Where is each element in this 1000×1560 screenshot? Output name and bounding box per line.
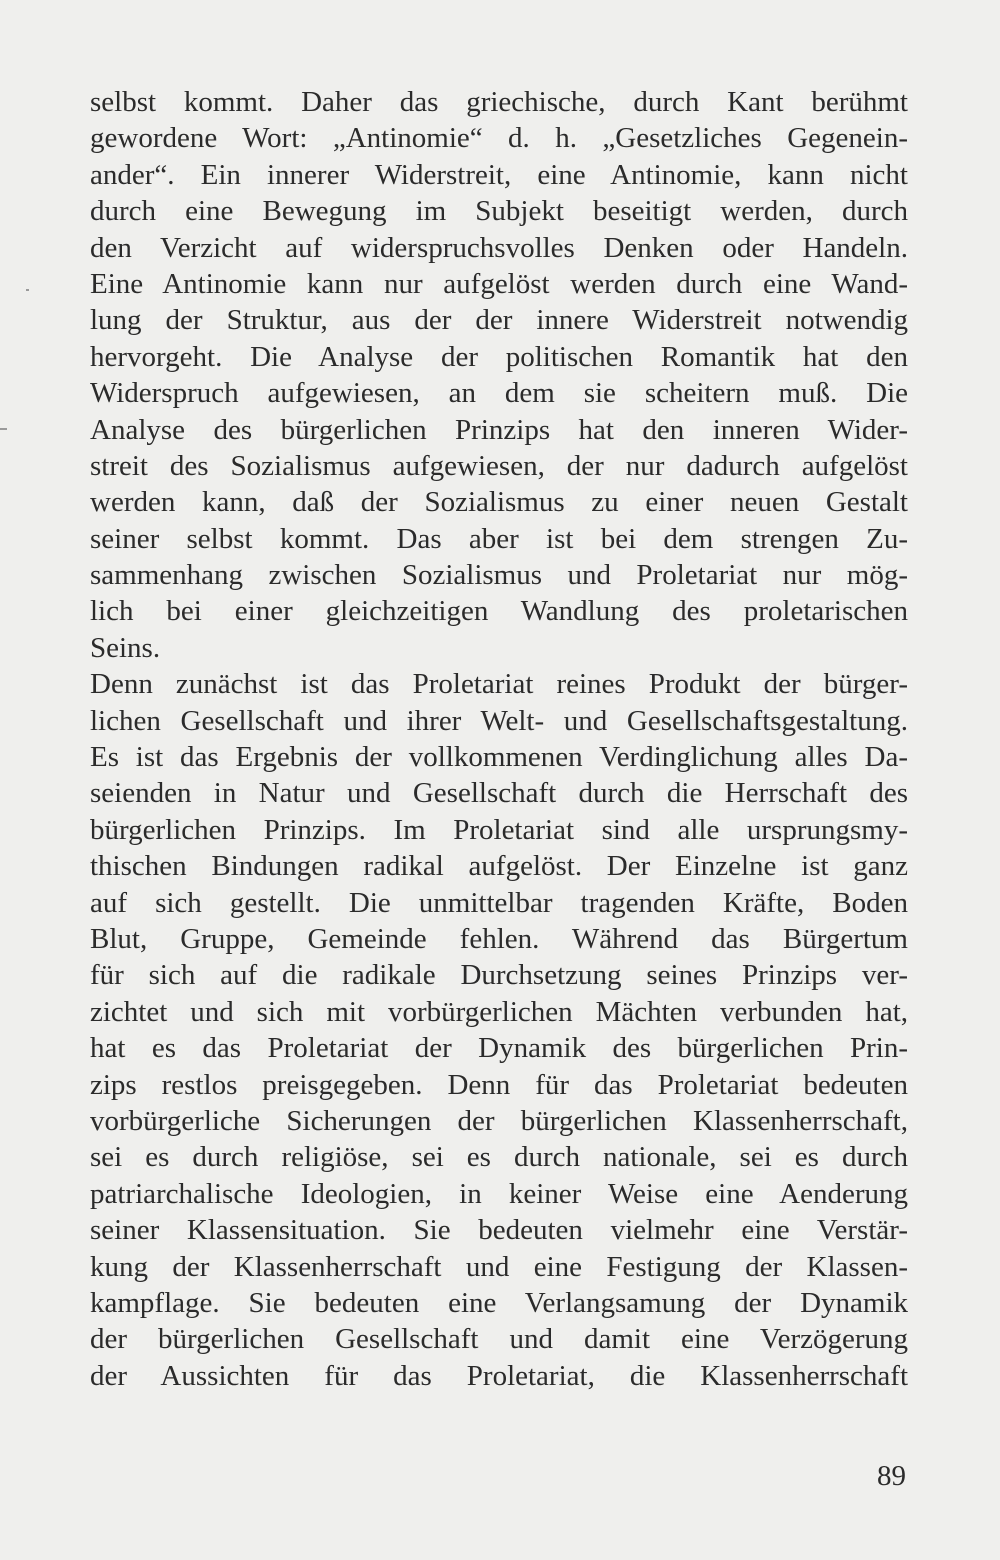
text-line: lichen Gesellschaft und ihrer Welt- und Gesellschaftsgestaltung. [90, 704, 908, 737]
text-line: zichtet und sich mit vorbürgerlichen Mächten verbunden hat, [90, 995, 908, 1028]
text-line: kampflage. Sie bedeuten eine Verlangsamung der Dynamik [90, 1286, 908, 1319]
text-line: Denn zunächst ist das Proletariat reines Produkt der bürger- [90, 668, 908, 701]
text-line: Analyse des bürgerlichen Prinzips hat den inneren Wider- [90, 413, 908, 446]
text-line: kung der Klassenherrschaft und eine Festigung der Klassen- [90, 1250, 908, 1283]
text-line: lich bei einer gleichzeitigen Wandlung des proletarischen [90, 595, 908, 628]
text-line: der bürgerlichen Gesellschaft und damit eine Verzögerung [90, 1323, 908, 1356]
text-line: seiner Klassensituation. Sie bedeuten vielmehr eine Verstär- [90, 1214, 908, 1247]
text-line: sei es durch religiöse, sei es durch nationale, sei es durch [90, 1141, 908, 1174]
text-line: gewordene Wort: „Antinomie“ d. h. „Gesetzliches Gegenein- [90, 122, 908, 155]
text-line: durch eine Bewegung im Subjekt beseitigt werden, durch [90, 195, 908, 228]
text-line: sammenhang zwischen Sozialismus und Proletariat nur mög- [90, 559, 908, 592]
text-line: der Aussichten für das Proletariat, die Klassenherrschaft [90, 1359, 908, 1392]
margin-mark [0, 428, 7, 430]
text-line: ander“. Ein innerer Widerstreit, eine Antinomie, kann nicht [90, 158, 908, 191]
margin-mark [26, 289, 29, 291]
text-line: Blut, Gruppe, Gemeinde fehlen. Während das Bürgertum [90, 922, 908, 955]
text-line: seienden in Natur und Gesellschaft durch die Herrschaft des [90, 777, 908, 810]
text-line: lung der Struktur, aus der der innere Widerstreit notwendig [90, 304, 908, 337]
text-line: Widerspruch aufgewiesen, an dem sie scheitern muß. Die [90, 377, 908, 410]
text-line: zips restlos preisgegeben. Denn für das Proletariat bedeuten [90, 1068, 908, 1101]
text-line: bürgerlichen Prinzips. Im Proletariat sind alle ursprungsmy- [90, 813, 908, 846]
text-line: patriarchalische Ideologien, in keiner Weise eine Aenderung [90, 1177, 908, 1210]
text-line: den Verzicht auf widerspruchsvolles Denken oder Handeln. [90, 231, 908, 264]
body-text [90, 84, 908, 1394]
text-line: hat es das Proletariat der Dynamik des bürgerlichen Prin- [90, 1032, 908, 1065]
page-number: 89 [877, 1460, 906, 1492]
text-line: Es ist das Ergebnis der vollkommenen Verdinglichung alles Da- [90, 741, 908, 774]
text-line: streit des Sozialismus aufgewiesen, der nur dadurch aufgelöst [90, 449, 908, 482]
text-line: vorbürgerliche Sicherungen der bürgerlichen Klassenherrschaft, [90, 1104, 908, 1137]
text-line: Seins. [90, 631, 161, 664]
text-line: hervorgeht. Die Analyse der politischen Romantik hat den [90, 340, 908, 373]
text-line: auf sich gestellt. Die unmittelbar tragenden Kräfte, Boden [90, 886, 908, 919]
text-line: Eine Antinomie kann nur aufgelöst werden durch eine Wand- [90, 267, 908, 300]
text-line: seiner selbst kommt. Das aber ist bei dem strengen Zu- [90, 522, 908, 555]
text-line: werden kann, daß der Sozialismus zu einer neuen Gestalt [90, 486, 908, 519]
text-line: für sich auf die radikale Durchsetzung seines Prinzips ver- [90, 959, 908, 992]
text-line: thischen Bindungen radikal aufgelöst. Der Einzelne ist ganz [90, 850, 908, 883]
text-line: selbst kommt. Daher das griechische, durch Kant berühmt [90, 86, 908, 118]
